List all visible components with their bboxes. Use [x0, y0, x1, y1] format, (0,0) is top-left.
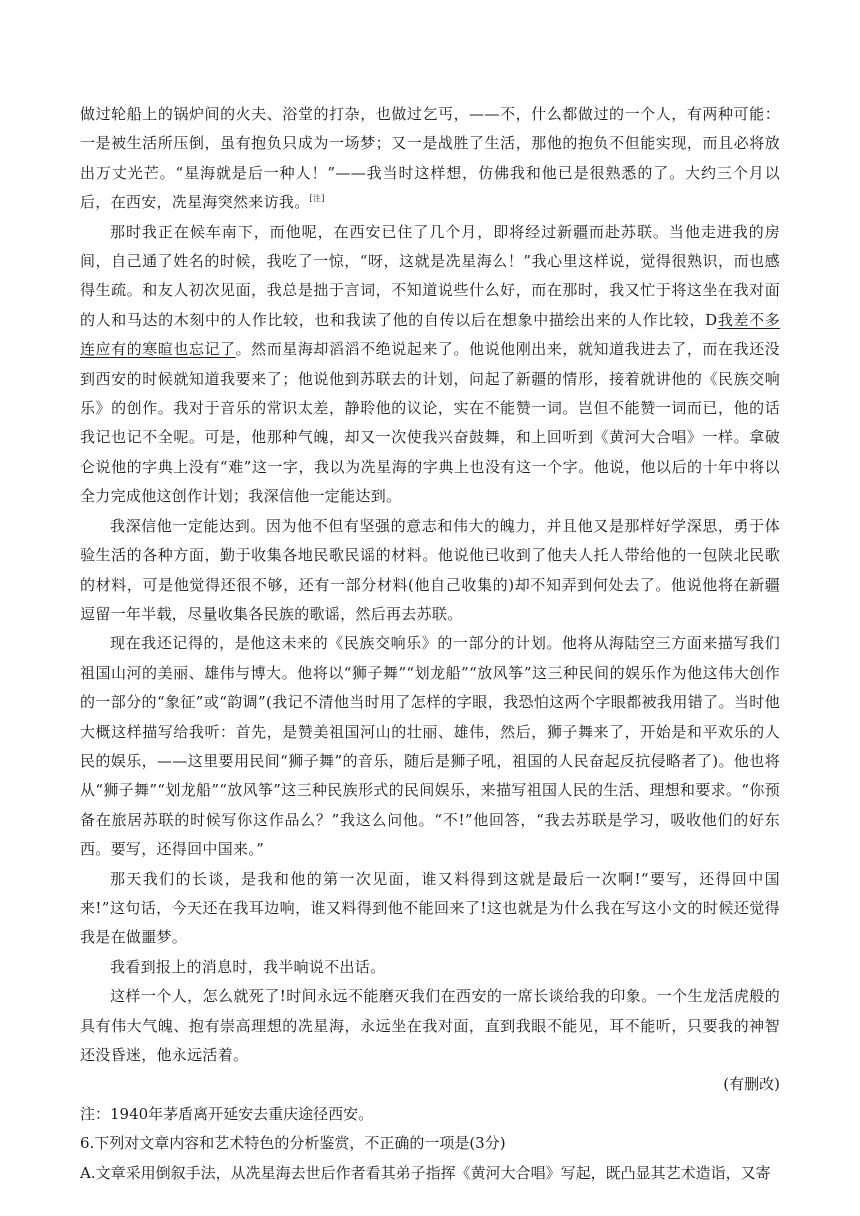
source-note: (有删改) — [723, 1075, 780, 1094]
paragraph-3: 我深信他一定能达到。因为他不但有坚强的意志和伟大的魄力，并且他又是那样好学深思，勇于体验生活的各种方面，勤于收集各地民歌民谣的材料。他说他已收到了他夫人托人带给他的一包陕北民歌的材料，可是他觉得还很不够，还有一部分材料(他自己收集的)却不知弄到何处去了。他说他将在新疆逗留一年半载，尽量收集各民族的歌谣，然后再去苏联。 — [80, 516, 780, 623]
question-6-stem: 6.下列对文章内容和艺术特色的分析鉴赏，不正确的一项是(3分) — [80, 1134, 506, 1153]
footnote-marker: [注] — [309, 194, 325, 204]
paragraph-2 — [80, 218, 780, 512]
paragraph-5: 那天我们的长谈，是我和他的第一次见面，谁又料得到这就是最后一次啊!“要写，还得回中国来!”这句话，今天还在我耳边响，谁又料得到他不能回来了!这也就是为什么我在写这小文的时候还觉得我是在做噩梦。 — [80, 869, 780, 947]
paragraph-7: 这样一个人，怎么就死了!时间永远不能磨灭我们在西安的一席长谈给我的印象。一个生龙活虎般的具有伟大气魄、抱有崇高理想的冼星海，永远坐在我对面，直到我眼不能见，耳不能听，只要我的神智还没昏迷，他永远活着。 — [80, 987, 780, 1064]
paragraph-1-text: 做过轮船上的锅炉间的火夫、浴堂的打杂，也做过乞丐，——不，什么都做过的一个人，有两种可能：一是被生活所压倒，虽有抱负只成为一场梦；又一是战胜了生活，那他的抱负不但能实现，而且必将放出万丈光芒。“星海就是后一种人！”——我当时这样想，仿佛我和他已是很熟悉的了。大约三个月以后，在西安，冼星海突然来访我。 — [80, 105, 780, 212]
paragraph-2-text-a: 那时我正在候车南下，而他呢，在西安已住了几个月，即将经过新疆而赴苏联。当他走进我的房间，自己通了姓名的时候，我吃了一惊，“呀，这就是冼星海么！”我心里这样说，觉得很熟识，而也感得生疏。和友人初次见面，我总是拙于言词，不知道说些什么好，而在那时，我又忙于将这坐在我对面的人和马达的木刻中的人作比较，也和我读了他的自传以后在想象中描绘出来的人作比较， — [80, 222, 780, 329]
question-mark-d: D — [705, 310, 718, 329]
article-body — [80, 100, 780, 1188]
paragraph-1 — [80, 100, 780, 218]
paragraph-4: 现在我还记得的，是他这未来的《民族交响乐》的一部分的计划。他将从海陆空三方面来描写我们祖国山河的美丽、雄伟与博大。他将以“狮子舞”“划龙船”“放风筝”这三种民间的娱乐作为他这伟大创作的一部分的“象征”或“韵调”(我记不清他当时用了怎样的字眼，我恐怕这两个字眼都被我用错了。当时他大概这样描写给我听：首先，是赞美祖国河山的壮丽、雄伟，然后，狮子舞来了，开始是和平欢乐的人民的娱乐，——这里要用民间“狮子舞”的音乐，随后是狮子吼，祖国的人民奋起反抗侵略者了)。他也将从“狮子舞”“划龙船”“放风筝”这三种民族形式的民间娱乐，来描写祖国人民的生活、理想和要求。“你预备在旅居苏联的时候写你这作品么？”我这么问他。“不!”他回答，“我去苏联是学习，吸收他们的好东西。要写，还得回中国来。” — [80, 634, 780, 859]
footnote: 注：1940年茅盾离开延安去重庆途径西安。 — [80, 1104, 374, 1123]
paragraph-6: 我看到报上的消息时，我半晌说不出话。 — [110, 957, 386, 976]
paragraph-2-text-b: 。然而星海却滔滔不绝说起来了。他说他刚出来，就知道我进去了，而在我还没到西安的时候就知道我要来了；他说他到苏联去的计划，问起了新疆的情形，接着就讲他的《民族交响乐》的创作。我对于音乐的常识太差，静聆他的议论，实在不能赞一词。岂但不能赞一词而已，他的话我记也记不全呢。可是，他那种气魄，却又一次使我兴奋鼓舞，和上回听到《黄河大合唱》一样。拿破仑说他的字典上没有“难”这一字，我以为冼星海的字典上也没有这一个字。他说，他以后的十年中将以全力完成他这创作计划；我深信他一定能达到。 — [80, 340, 780, 506]
underlined-sentence: 我差不多连应有的寒暄也忘记了 — [80, 310, 780, 359]
question-6-option-a: A.文章采用倒叙手法，从冼星海去世后作者看其弟子指挥《黄河大合唱》写起，既凸显其艺术造诣，又寄 — [80, 1163, 771, 1182]
